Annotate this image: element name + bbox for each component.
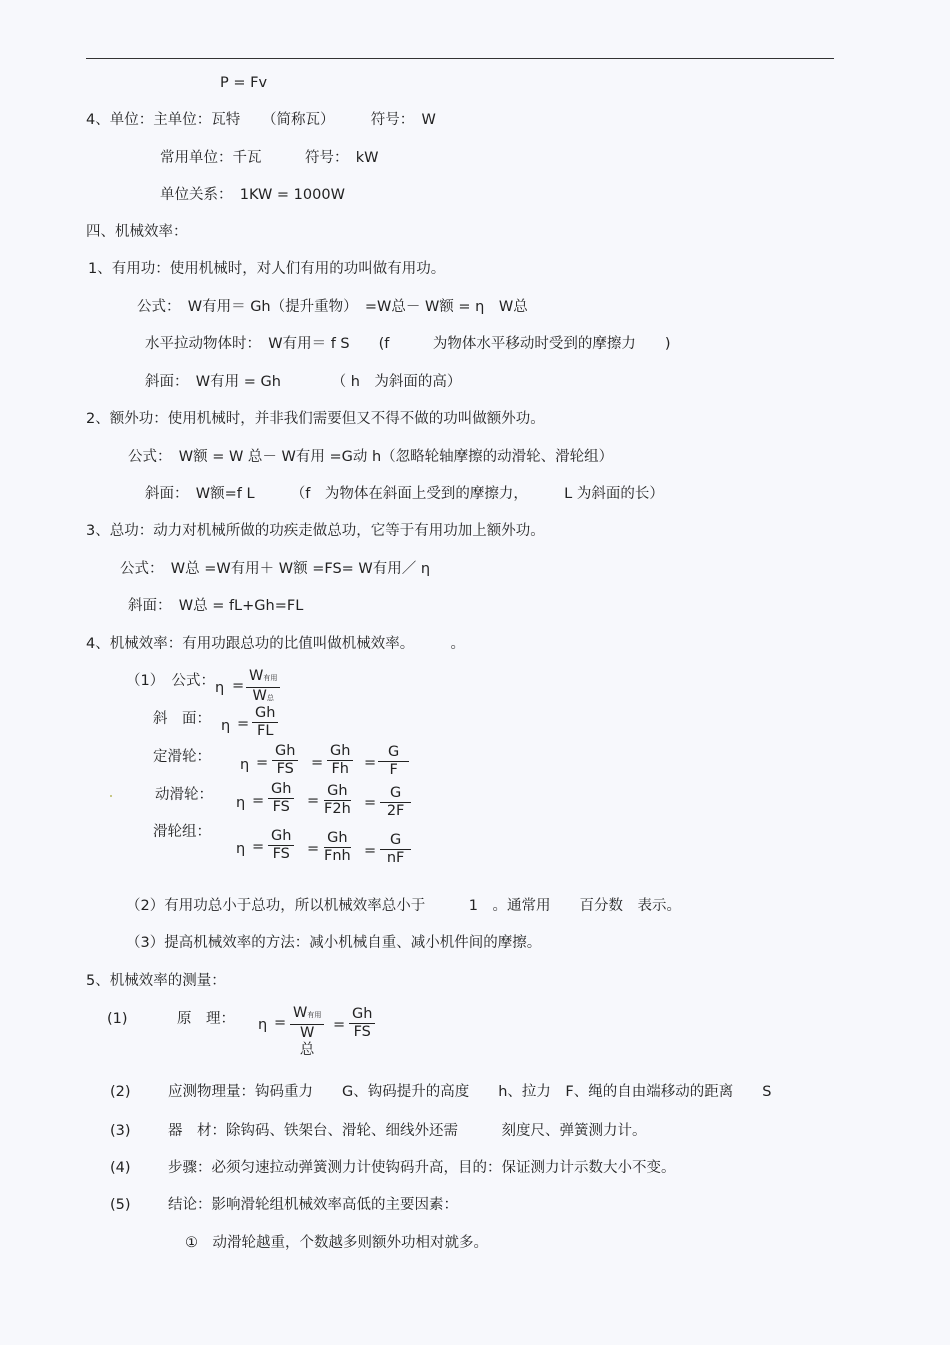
equals-sign: = [256,755,269,771]
item-number: (4) [110,1160,131,1176]
eta-symbol: η [258,1017,268,1033]
conclusion-item-1: ① 动滑轮越重，个数越多则额外功相对就多。 [185,1235,488,1251]
equals-sign: = [307,793,320,809]
measured-quantities: 应测物理量：钩码重力 G、钩码提升的高度 h、拉力 F、绳的自由端移动的距离 S [168,1084,772,1100]
denominator: Fh [331,761,349,777]
eta-symbol: η [236,841,246,857]
fixed-pulley-fraction-2 [327,743,353,778]
moving-pulley-fraction-2 [324,783,351,818]
note-2: （2）有用功总小于总功，所以机械效率总小于 1 。通常用 百分数 表示。 [126,898,681,914]
pulley-block-fraction-1 [268,828,294,863]
principle-label: 原 理： [177,1011,235,1027]
equals-sign: = [307,841,320,857]
denominator: Fnh [324,848,351,864]
equals-sign: = [252,839,265,855]
equals-sign: = [311,755,324,771]
equals-sign: = [232,678,245,694]
numerator: G [380,785,411,803]
numerator: Gh [327,743,353,761]
item-number: (5) [110,1197,131,1213]
denominator: nF [386,850,405,866]
item-number: (1) [107,1011,128,1027]
pulley-block-fraction-3 [380,832,411,867]
fixed-pulley-fraction-1 [272,743,298,778]
denominator: 2F [386,803,405,819]
numerator: Gh [252,705,278,723]
pulley-block-fraction-2 [324,830,351,865]
unit-main-line: 4、单位：主单位：瓦特 （简称瓦） 符号： W [86,112,436,128]
principle-fraction-2 [349,1006,375,1041]
efficiency-definition: 4、机械效率：有用功跟总功的比值叫做机械效率。 。 [86,636,465,652]
equipment-line: 器 材：除钩码、铁架台、滑轮、细线外还需 刻度尺、弹簧测力计。 [168,1123,647,1139]
denominator: W [300,1025,315,1041]
eta-symbol: η [221,718,231,734]
numerator: Gh [324,783,351,801]
eta-symbol: η [215,680,225,696]
useful-work-definition: 1、有用功：使用机械时，对人们有用的功叫做有用功。 [88,261,446,277]
denominator: W总 [252,688,274,704]
denominator-subscript: 总 [299,1042,315,1058]
incline-total-line: 斜面： W总 = fL+Gh=FL [128,598,304,614]
horizontal-pull-line: 水平拉动物体时： W有用＝ f S (f 为物体水平移动时受到的摩擦力 ) [145,336,671,352]
fixed-pulley-fraction-3 [378,744,409,779]
incline-fraction [252,705,278,740]
unit-relation-line: 单位关系： 1KW = 1000W [160,187,345,203]
formula-label: （1） 公式： [126,673,215,689]
numerator: Gh [324,830,351,848]
extra-work-formula: 公式： W额 = W 总－ W有用 =G动 h（忽略轮轴摩擦的动滑轮、滑轮组） [128,449,614,465]
item-number: (2) [110,1084,131,1100]
section-heading: 四、机械效率： [86,224,188,240]
eta-symbol: η [240,757,250,773]
steps-line: 步骤：必须匀速拉动弹簧测力计使钩码升高，目的：保证测力计示数大小不变。 [168,1160,676,1176]
power-formula: P = Fv [220,75,268,91]
principle-fraction-1 [290,1005,324,1059]
numerator: Gh [272,743,298,761]
fixed-pulley-label: 定滑轮： [153,749,211,765]
denominator: FS [272,846,290,862]
denominator: F [389,762,398,778]
denominator: F2h [324,801,351,817]
equals-sign: = [364,755,377,771]
conclusion-line: 结论：影响滑轮组机械效率高低的主要因素： [168,1197,458,1213]
note-3: （3）提高机械效率的方法：减小机械自重、减小机件间的摩擦。 [126,935,542,951]
numerator: W有用 [246,668,280,688]
numerator: Gh [349,1006,375,1024]
denominator: FS [276,761,294,777]
incline-useful-line: 斜面： W有用 = Gh （ h 为斜面的高） [145,374,462,390]
denominator: FL [257,723,274,739]
incline-extra-line: 斜面： W额=f L （f 为物体在斜面上受到的摩擦力， L 为斜面的长） [145,486,664,502]
numerator: G [378,744,409,762]
moving-pulley-label: 动滑轮： [155,787,213,803]
equals-sign: = [237,716,250,732]
equals-sign: = [333,1017,346,1033]
numerator: G [380,832,411,850]
measurement-heading: 5、机械效率的测量： [86,973,226,989]
moving-pulley-fraction-1 [268,781,294,816]
denominator: FS [272,799,290,815]
stray-dot [110,795,112,797]
equals-sign: = [364,795,377,811]
unit-common-line: 常用单位：千瓦 符号： kW [160,150,379,166]
incline-label: 斜 面： [153,711,211,727]
equals-sign: = [252,793,265,809]
extra-work-definition: 2、额外功：使用机械时，并非我们需要但又不得不做的功叫做额外功。 [86,411,545,427]
item-number: (3) [110,1123,131,1139]
moving-pulley-fraction-3 [380,785,411,820]
numerator: Gh [268,781,294,799]
numerator: W有用 [290,1005,324,1025]
equals-sign: = [364,843,377,859]
pulley-block-label: 滑轮组： [153,824,211,840]
useful-work-formula: 公式： W有用＝ Gh（提升重物） =W总－ W额 = η W总 [137,299,528,315]
numerator: Gh [268,828,294,846]
efficiency-fraction [246,668,280,707]
denominator: FS [353,1024,371,1040]
total-work-formula: 公式： W总 =W有用＋ W额 =FS= W有用／ η [120,561,431,577]
equals-sign: = [274,1015,287,1031]
header-rule [86,58,834,59]
total-work-definition: 3、总功：动力对机械所做的功疾走做总功，它等于有用功加上额外功。 [86,523,545,539]
eta-symbol: η [236,795,246,811]
